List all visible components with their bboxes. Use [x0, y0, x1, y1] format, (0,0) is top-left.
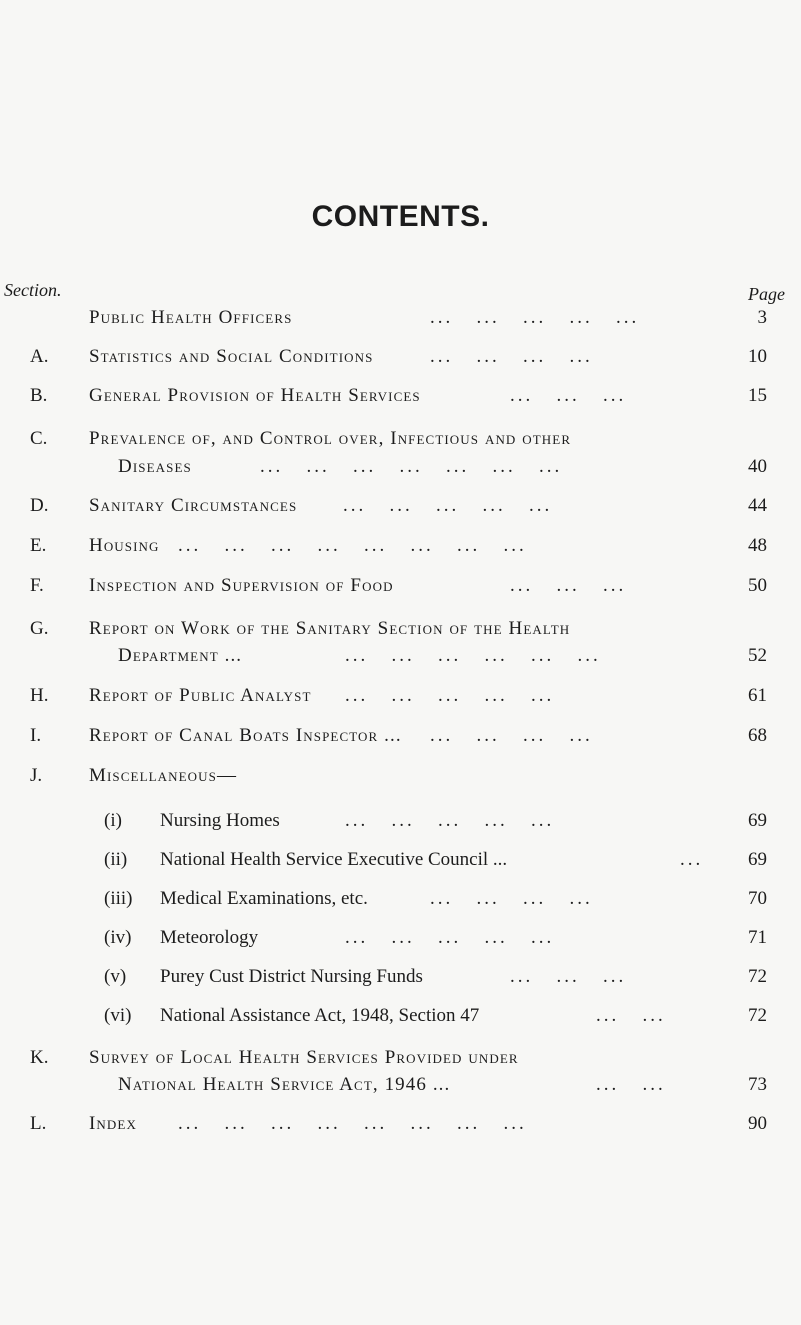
section-letter: J.: [30, 765, 43, 786]
entry-page: 15: [748, 385, 767, 406]
sub-entry-number: (v): [104, 966, 127, 987]
leader-dots: ... ... ... ... ...: [430, 307, 640, 328]
sub-entry-title: Purey Cust District Nursing Funds: [160, 966, 423, 987]
entry-title: Sanitary Circumstances: [89, 495, 298, 516]
sub-entry-number: (ii): [104, 849, 128, 870]
leader-dots: ... ... ... ...: [430, 346, 593, 367]
entry-page: 90: [748, 1113, 767, 1134]
entry-title: Report of Public Analyst: [89, 685, 312, 706]
leader-dots: ... ... ... ... ... ...: [345, 645, 601, 666]
section-letter: B.: [30, 385, 48, 406]
entry-title: General Provision of Health Services: [89, 385, 421, 406]
section-letter: D.: [30, 495, 49, 516]
sub-entry-title: National Health Service Executive Council ...: [160, 849, 508, 870]
leader-dots: ... ...: [596, 1074, 666, 1095]
section-letter: A.: [30, 346, 49, 367]
entry-page: 72: [748, 966, 767, 987]
leader-dots: ... ... ... ... ...: [345, 810, 555, 831]
entry-title-continued: National Health Service Act, 1946 ...: [118, 1074, 451, 1095]
leader-dots: ... ... ... ... ...: [345, 685, 555, 706]
entry-page: 50: [748, 575, 767, 596]
entry-page: 71: [748, 927, 767, 948]
entry-page: 68: [748, 725, 767, 746]
sub-entry-number: (i): [104, 810, 122, 831]
entry-page: 69: [748, 849, 767, 870]
entry-title: Report of Canal Boats Inspector ...: [89, 725, 402, 746]
entry-title-continued: Department ...: [118, 645, 243, 666]
leader-dots: ... ... ... ... ...: [345, 927, 555, 948]
entry-title: Statistics and Social Conditions: [89, 346, 374, 367]
page-column-header: Page: [748, 284, 785, 304]
entry-title: Report on Work of the Sanitary Section of the Health: [89, 618, 571, 639]
sub-entry-number: (iii): [104, 888, 133, 909]
entry-title-continued: Diseases: [118, 456, 192, 477]
entry-title: Miscellaneous—: [89, 765, 238, 786]
leader-dots: ... ... ... ... ... ... ... ...: [178, 1113, 527, 1134]
entry-page: 61: [748, 685, 767, 706]
leader-dots: ... ... ... ... ... ... ... ...: [178, 535, 527, 556]
section-letter: E.: [30, 535, 47, 556]
section-letter: H.: [30, 685, 49, 706]
sub-entry-number: (vi): [104, 1005, 132, 1026]
leader-dots: ...: [680, 849, 704, 870]
section-column-header: Section.: [4, 280, 62, 300]
sub-entry-title: Medical Examinations, etc.: [160, 888, 368, 909]
entry-page: 72: [748, 1005, 767, 1026]
sub-entry-number: (iv): [104, 927, 132, 948]
leader-dots: ... ... ... ...: [430, 725, 593, 746]
sub-entry-title: National Assistance Act, 1948, Section 47: [160, 1005, 480, 1026]
entry-page: 52: [748, 645, 767, 666]
leader-dots: ... ... ... ...: [430, 888, 593, 909]
entry-page: 40: [748, 456, 767, 477]
leader-dots: ... ... ... ... ... ... ...: [260, 456, 563, 477]
entry-title: Prevalence of, and Control over, Infectious and other: [89, 428, 572, 449]
entry-page: 10: [748, 346, 767, 367]
page-title: CONTENTS.: [311, 200, 490, 233]
entry-title: Index: [89, 1113, 137, 1134]
entry-page: 48: [748, 535, 767, 556]
sub-entry-title: Meteorology: [160, 927, 259, 948]
entry-page: 70: [748, 888, 767, 909]
entry-page: 69: [748, 810, 767, 831]
section-letter: F.: [30, 575, 44, 596]
leader-dots: ... ... ...: [510, 385, 627, 406]
section-letter: I.: [30, 725, 42, 746]
section-letter: C.: [30, 428, 48, 449]
entry-title: Public Health Officers: [89, 307, 293, 328]
leader-dots: ... ... ...: [510, 966, 627, 987]
entry-page: 44: [748, 495, 767, 516]
leader-dots: ... ... ... ... ...: [343, 495, 553, 516]
entry-page: 73: [748, 1074, 767, 1095]
leader-dots: ... ...: [596, 1005, 666, 1026]
section-letter: L.: [30, 1113, 47, 1134]
section-letter: K.: [30, 1047, 49, 1068]
section-letter: G.: [30, 618, 49, 639]
sub-entry-title: Nursing Homes: [160, 810, 280, 831]
entry-page: 3: [757, 307, 767, 328]
entry-title: Inspection and Supervision of Food: [89, 575, 394, 596]
entry-title: Housing: [89, 535, 160, 556]
leader-dots: ... ... ...: [510, 575, 627, 596]
entry-title: Survey of Local Health Services Provided under: [89, 1047, 519, 1068]
